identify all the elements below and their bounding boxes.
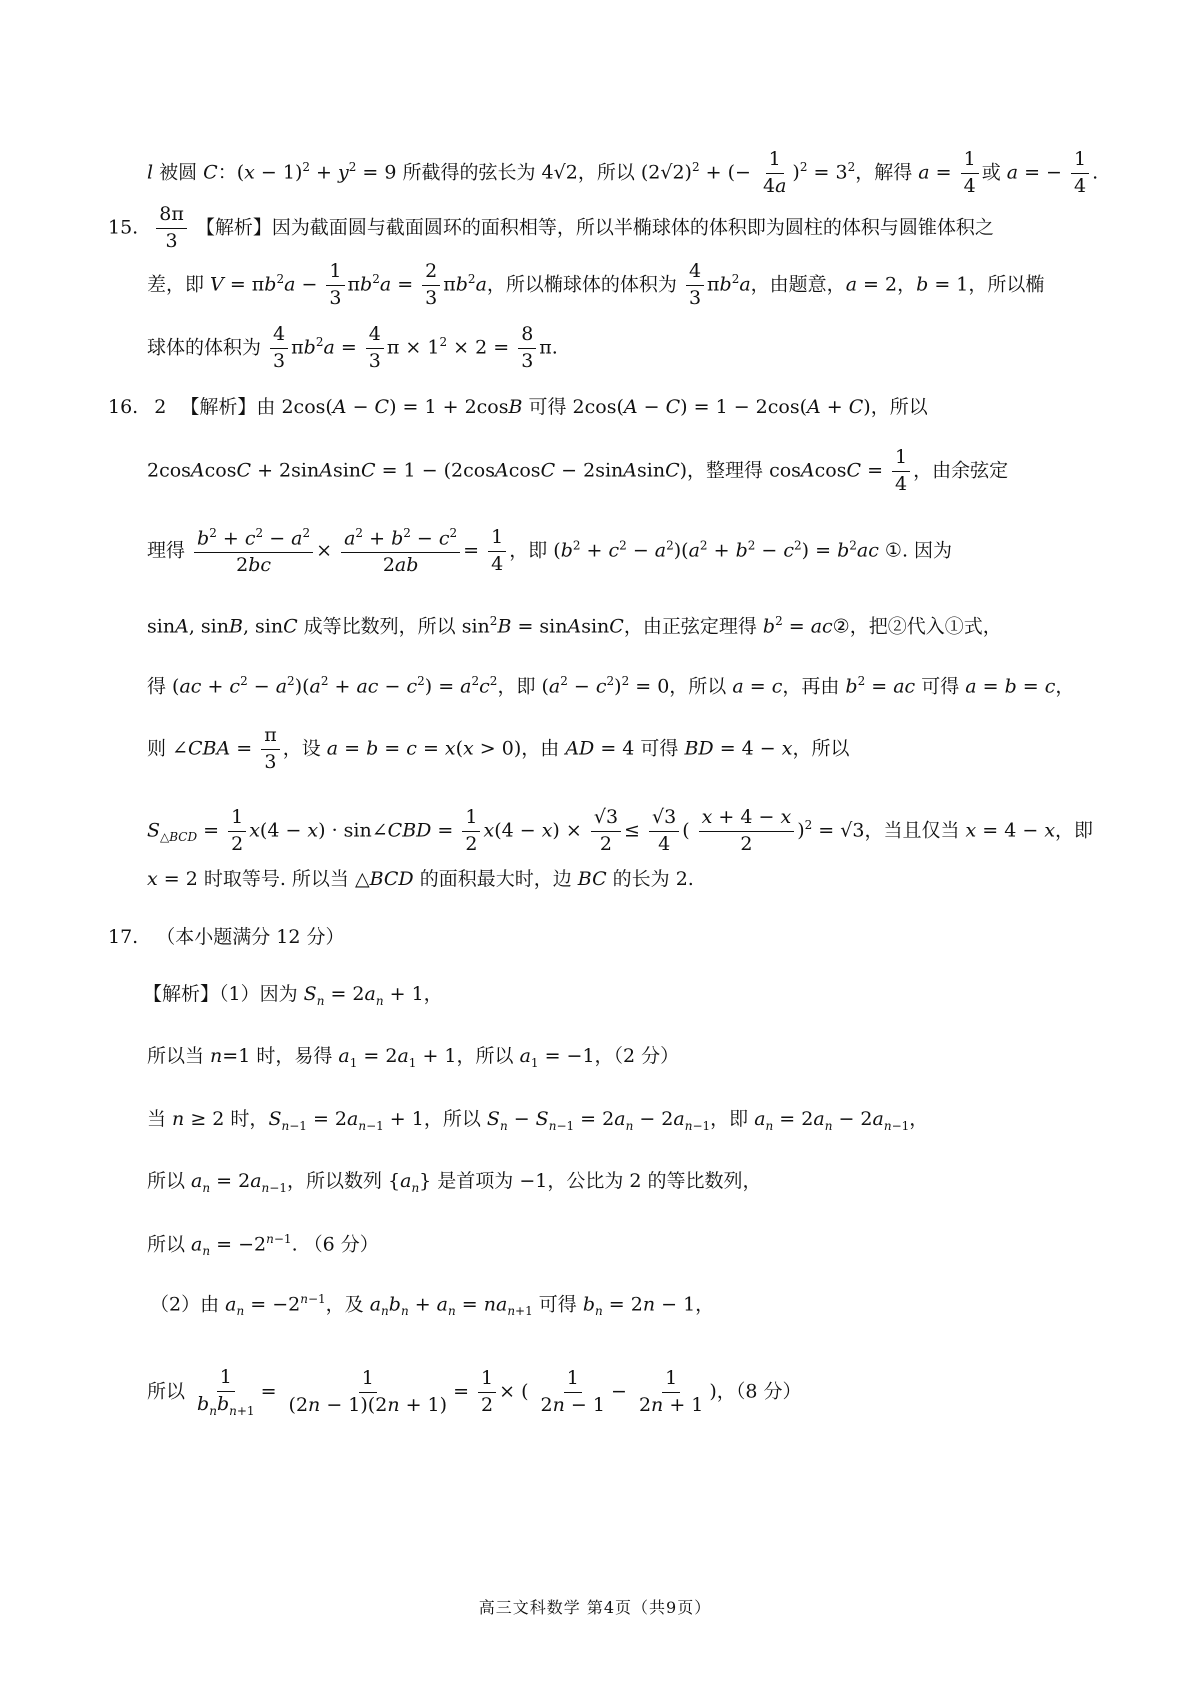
text-line: l 被圆 C：$(x - 1)^2 + y^2 = 9$ 所截得的弦长为 4√2，所以 $(2√2)^2$ + (− $\frac{1}{4a}$ )$^2 = 3^2$，解得 a = $\frac{1}{4}$ 或 a = − $\frac{1}{4}$ .	[147, 148, 1099, 197]
question-17-line-3: 当 n ≥ 2 时，$S_{n-1} = 2a_{n-1} + 1$，所以 $S_n - S_{n-1} = 2a_n - 2a_{n-1}$，即 $a_n = 2a_n - 2a_{n-1}$，	[147, 1108, 929, 1133]
answer-value: 2	[154, 396, 167, 418]
question-16-line-7: $S_{\triangle BCD}$ = $\frac{1}{2}$ x(4 − x) · sin∠CBD = $\frac{1}{2}$ x(4 − x) × $\frac{√3}{2}$ ≤ $\frac{√3}{4}$ ( $\frac{x + 4 - x}{2}$ )$^2$ = √3，当且仅当 x = 4 − x，即	[147, 806, 1094, 855]
question-15-line-3: 球体的体积为 $\frac{4}{3}$ $\pi b^2a$ = $\frac{4}{3}$ $\pi \times 1^2 \times 2$ = $\frac{8}{3}$ π.	[147, 323, 558, 372]
question-15-line-2: 差，即 $V = \pi b^2a$ − $\frac{1}{3}$ $\pi b^2a$ = $\frac{2}{3}$ $\pi b^2a$，所以椭球体的体积为 $\frac{4}{3}$ $\pi b^2a$，由题意，a = 2，b = 1，所以椭	[147, 260, 1045, 309]
question-16-line-4: sinA, sinB, sinC 成等比数列，所以 $\sin^2B$ = sinAsinC，由正弦定理得 $b^2$ = ac②，把②代入①式，	[147, 614, 1002, 638]
question-17-line-5: 所以 $a_n = -2^{n-1}$. （6 分）	[147, 1232, 379, 1259]
question-16-line-3: 理得 $\frac{b^2 + c^2 - a^2}{2bc}$ × $\frac{a^2 + b^2 - c^2}{2ab}$ = $\frac{1}{4}$ ，即 $(b^2 + c^2 - a^2)(a^2 + b^2 - c^2) = b^2ac$ ①. 因为	[147, 526, 953, 577]
question-note: （本小题满分 12 分）	[156, 926, 345, 948]
question-17-line-6: （2）由 $a_n = -2^{n-1}$，及 $a_nb_n + a_n = na_{n+1}$ 可得 $b_n = 2n - 1$，	[150, 1292, 715, 1319]
question-17-line-2: 所以当 n=1 时，易得 $a_1 = 2a_1 + 1$，所以 $a_1 = -1$，（2 分）	[147, 1045, 680, 1070]
analysis-label: 【解析】	[180, 396, 257, 418]
analysis-label: 【解析】	[195, 216, 272, 239]
score: （2 分）	[613, 1045, 680, 1067]
question-16-line-5: 得 $(ac + c^2 - a^2)(a^2$ + ac − $c^2) = a^2c^2$，即 $(a^2 - c^2)^2 = 0$，所以 a = c，再由 $b^2$ = ac 可得 a = b = c，	[147, 674, 1075, 698]
score: （8 分）	[735, 1380, 802, 1403]
question-17-line-7: 所以 $\frac{1}{b_nb_{n+1}}$ = $\frac{1}{(2n - 1)(2n + 1)}$ = $\frac{1}{2}$ × ( $\frac{1}{2n - 1}$ − $\frac{1}{2n + 1}$ )，（8 分）	[147, 1366, 802, 1418]
score: （6 分）	[303, 1233, 379, 1256]
question-15-line-1: 15. $\frac{8\pi}{3}$ 【解析】因为截面圆与截面圆环的面积相等，所以半椭球体的体积即为圆柱的体积与圆锥体积之	[108, 203, 994, 252]
question-16-line-2: 2cosAcosC + 2sinAsinC = 1 − (2cosAcosC − 2sinAsinC)，整理得 cosAcosC = $\frac{1}{4}$ ，由余弦定	[147, 446, 1009, 495]
question-17-line-4: 所以 $a_n = 2a_{n-1}$，所以数列 $\{a_n\}$ 是首项为 −1，公比为 2 的等比数列，	[147, 1170, 762, 1195]
question-17-line-1: 【解析】（1）因为 $S_n = 2a_n + 1$，	[143, 983, 443, 1008]
question-16-line-6: 则 ∠CBA = $\frac{\pi}{3}$ ，设 a = b = c = x(x > 0)，由 AD = 4 可得 BD = 4 − x，所以	[147, 724, 850, 773]
question-16-line-1: 16. 2 【解析】由 2cos(A − C) = 1 + 2cosB 可得 2cos(A − C) = 1 − 2cos(A + C)，所以	[108, 396, 928, 418]
question-number: 16.	[108, 396, 139, 418]
question-number: 15.	[108, 216, 139, 239]
question-17-header	[108, 928, 345, 947]
analysis-label: 【解析】	[143, 983, 220, 1005]
question-16-line-8: x = 2 时取等号. 所以当 △BCD 的面积最大时，边 BC 的长为 2.	[147, 868, 694, 890]
question-number: 17.	[108, 926, 139, 948]
page-footer: 高三文科数学 第4页（共9页）	[478, 1598, 712, 1617]
